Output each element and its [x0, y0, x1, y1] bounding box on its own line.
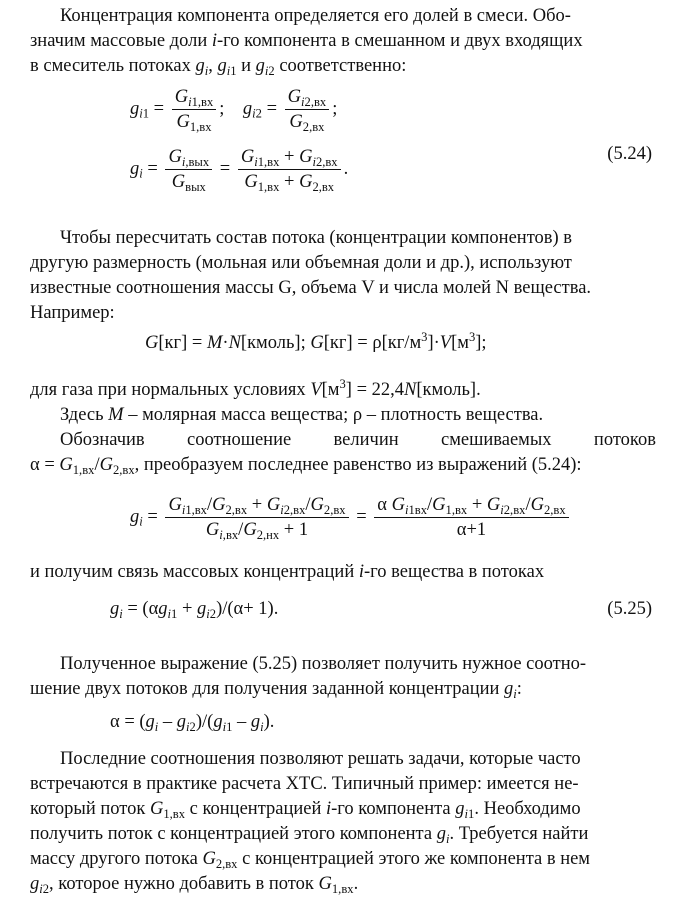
- where-paragraph: Здесь M – молярная масса вещества; ρ – плотность вещества.: [60, 405, 544, 425]
- gi2-numerator: $G_{i2,вх}$: [285, 86, 330, 110]
- recalc-line-3: известные соотношения массы G, объема V и числа молей N вещества.: [30, 278, 592, 298]
- big-equation: $g_i$ = $\frac{G_{i1,вх}/G_{2,вх} + G_{i2,вх}/G_{2,вх}}{G_{i,вх}/G_{2,нх} + 1}$ = $\frac{\alpha G_{i1вх}/G_{1,вх} + G_{i2,вх}/G_{2,вх}}{\alpha+1}$: [130, 494, 572, 541]
- result-paragraph: Полученное выражение (5.25) позволяет получить нужное соотно- шение двух потоков для получения заданной концентрации $g_i$:: [30, 654, 587, 701]
- big-eq-numerator-2: α $G_{i1вх}/G_{1,вх} + G_{i2,вх}/G_{2,вх}$: [374, 494, 568, 518]
- conversion-equation: G[кг] = M·N[кмоль]; $G[кг] = \rho[кг/м^3]\cdot V[м^3]$;: [145, 330, 487, 353]
- result-line-1: Полученное выражение (5.25) позволяет получить нужное соотно-: [60, 654, 587, 674]
- recalc-line-2: другую размерность (мольная или объемная доли и др.), используют: [30, 253, 572, 273]
- final-line-2: встречаются в практике расчета ХТС. Типичный пример: имеется не-: [30, 774, 579, 794]
- equation-5-25: $g_i = (\alpha g_{i1} + g_{i2})/(\alpha+ 1)$.: [110, 599, 279, 621]
- equation-number-5-25: (5.25): [607, 599, 652, 619]
- recalc-line-4: Например:: [30, 303, 115, 323]
- big-eq-denominator-1: $G_{i,вх}/G_{2,нх} + 1$: [205, 520, 309, 542]
- denote-line-2: $\alpha = G_{1,вх}/G_{2,вх}$, преобразуем последнее равенство из выражений (5.24):: [30, 455, 582, 477]
- equation-5-24-line2: $g_i$ = $\frac{G_{i,вых}}{G_{вых}}$ = $\frac{G_{i1,вх} + G_{i2,вх}}{G_{1,вх} + G_{2,вх}}$ .: [130, 147, 349, 194]
- gi-rhs-denominator: $G_{1,вх} + G_{2,вх}$: [244, 172, 335, 194]
- gi-denominator: $G_{вых}$: [171, 172, 206, 194]
- alpha-equation: $\alpha = (g_i - g_{i2})/(g_{i1} - g_i)$.: [110, 712, 275, 734]
- intro-line-1: Концентрация компонента определяется его долей в смеси. Обо-: [60, 6, 571, 26]
- relation-paragraph: и получим связь массовых концентраций i-го вещества в потоках: [30, 562, 545, 582]
- final-paragraph: Последние соотношения позволяют решать задачи, которые часто встречаются в практике расчета ХТС. Типичный пример: имеется не- который поток $G_{1,вх}$ с концентрацией i-го компонента $g_{i1}$. Необходимо получить поток с концентрацией этого компонента $g_i$. Требуется найти массу другого потока $G_{2,вх}$ с концентрацией этого же компонента в нем $g_{i2}$, которое нужно добавить в поток $G_{1,вх}$.: [30, 749, 591, 896]
- intro-line-2-start: значим массовые доли: [30, 31, 212, 51]
- recalc-line-1: Чтобы пересчитать состав потока (концентрации компонентов) в: [60, 228, 573, 248]
- denote-paragraph: [30, 428, 656, 478]
- intro-line-2-end: -го компонента в смешанном и двух входящих: [217, 31, 583, 51]
- intro-line-3-start: в смеситель потоках: [30, 56, 196, 76]
- gi2-denominator: $G_{2,вх}$: [289, 112, 325, 134]
- big-eq-numerator-1: $G_{i1,вх}/G_{2,вх} + G_{i2,вх}/G_{2,вх}$: [165, 494, 348, 518]
- recalc-paragraph: [30, 226, 656, 326]
- intro-paragraph: Концентрация компонента определяется его долей в смеси. Обо- значим массовые доли i-го компонента в смешанном и двух входящих в смеситель потоках $g_i$, $g_{i1}$ и $g_{i2}$ соответственно:: [30, 6, 583, 78]
- gi1-denominator: $G_{1,вх}$: [176, 112, 212, 134]
- intro-line-3-end: соответственно:: [274, 56, 407, 76]
- gi1-numerator: $G_{i1,вх}$: [172, 86, 217, 110]
- denote-line-1: Обозначив соотношение величин смешиваемых потоков: [60, 430, 656, 450]
- gi-rhs-numerator: $G_{i1,вх} + G_{i2,вх}$: [238, 146, 341, 170]
- gi-numerator: $G_{i,вых}$: [165, 146, 212, 170]
- equation-number-5-24: (5.24): [607, 144, 652, 164]
- equation-5-24-line1: $g_{i1}$ = $\frac{G_{i1,вх}}{G_{1,вх}}$ ; $g_{i2}$ = $\frac{G_{i2,вх}}{G_{2,вх}}$ ;: [130, 87, 338, 134]
- final-line-1: Последние соотношения позволяют решать задачи, которые часто: [60, 749, 581, 769]
- big-eq-denominator-2: α+1: [456, 520, 487, 540]
- gas-paragraph: для газа при нормальных условиях $V[м^3]$ = 22,4N[кмоль].: [30, 377, 481, 400]
